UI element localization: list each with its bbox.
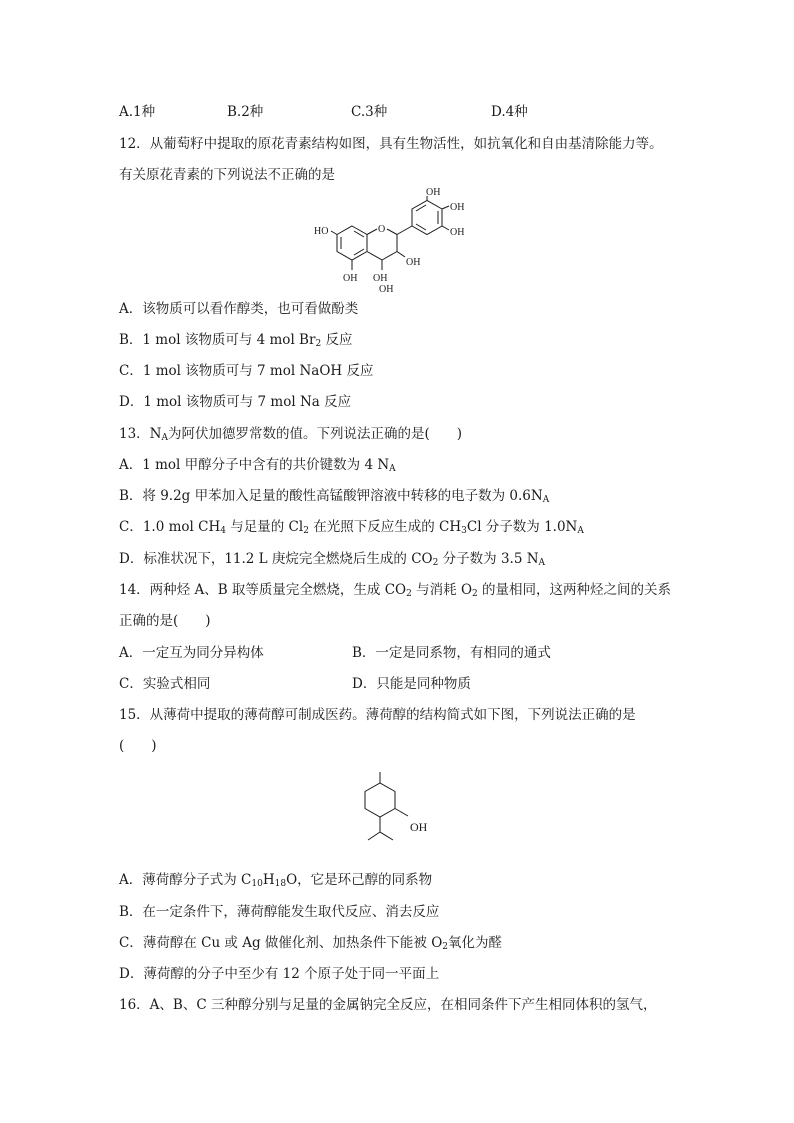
q12-stem-line1: 12．从葡萄籽中提取的原花青素结构如图，具有生物活性，如抗氧化和自由基清除能力等。 [119,136,663,152]
q12-label-oh-top: OH [426,187,441,198]
q15-option-c: C．薄荷醇在 Cu 或 Ag 做催化剂、加热条件下能被 $O_2$氧化为醛 [119,935,503,952]
q15-option-a: A．薄荷醇分子式为 $C_{10}H_{18}O$，它是环己醇的同系物 [119,872,433,889]
q11-option-d: D.4种 [491,104,528,120]
q15-menthol-structure [340,762,450,862]
q12-option-c: C．1 mol 该物质可与 7 mol NaOH 反应 [119,363,374,379]
q14-option-c: C．实验式相同 [119,676,211,692]
q13-option-d: D．标准状况下，11.2 L 庚烷完全燃烧后生成的 $CO_2$ 分子数为 3.5 $N_A$ [119,551,546,568]
q15-option-b: B．在一定条件下，薄荷醇能发生取代反应、消去反应 [119,904,440,920]
q11-option-b: B.2种 [227,104,264,120]
q11-option-c: C.3种 [351,104,388,120]
q12-label-oh-right-upper: OH [450,202,465,213]
q12-option-d: D．1 mol 该物质可与 7 mol Na 反应 [119,394,352,410]
q12-label-ring-oxygen: O [378,224,386,235]
q12-label-oh-bottom-right: OH [373,273,388,284]
q12-label-oh-right-lower: OH [450,227,465,238]
q11-option-a: A.1种 [119,104,156,120]
q14-stem-line2: 正确的是( ) [119,613,211,629]
q12-stem-line2: 有关原花青素的下列说法不正确的是 [119,167,335,183]
q13-stem: 13．$N_A$为阿伏加德罗常数的值。下列说法正确的是( ) [119,426,463,443]
q14-option-b: B．一定是同系物，有相同的通式 [352,645,551,661]
q14-option-d: D．只能是同种物质 [352,676,471,692]
q12-label-oh-bottom-left: OH [343,273,358,284]
q13-option-c: C．1.0 mol $CH_4$ 与足量的 $Cl_2$ 在光照下反应生成的 $CH_3Cl$ 分子数为 $1.0N_A$ [119,519,584,536]
q12-option-a: A．该物质可以看作醇类，也可看做酚类 [119,301,359,317]
q14-stem-line1: 14．两种烃 A、B 取等质量完全燃烧，生成 $CO_2$ 与消耗 $O_2$ 的量相同，这两种烃之间的关系 [119,582,672,599]
q12-structure-diagram [300,186,500,298]
q15-stem-line2: ( ) [119,738,157,754]
q12-label-oh-ring: OH [406,257,421,268]
q12-label-oh-lowest: OH [379,284,394,295]
q13-option-b: B．将 9.2g 甲苯加入足量的酸性高锰酸钾溶液中转移的电子数为 $0.6N_A$ [119,488,550,505]
q15-option-d: D．薄荷醇的分子中至少有 12 个原子处于同一平面上 [119,966,440,982]
q14-option-a: A．一定互为同分异构体 [119,645,264,661]
q12-label-ho-left: HO [314,226,329,237]
q15-label-oh: OH [410,820,428,834]
q12-option-b: B．1 mol 该物质可与 4 mol $Br_2$ 反应 [119,332,353,349]
q16-stem-line1: 16．A、B、C 三种醇分别与足量的金属钠完全反应，在相同条件下产生相同体积的氢气， [119,997,657,1013]
q13-option-a: A．1 mol 甲醇分子中含有的共价键数为 4 $N_A$ [119,457,396,474]
q15-stem-line1: 15．从薄荷中提取的薄荷醇可制成医药。薄荷醇的结构简式如下图，下列说法正确的是 [119,707,636,723]
